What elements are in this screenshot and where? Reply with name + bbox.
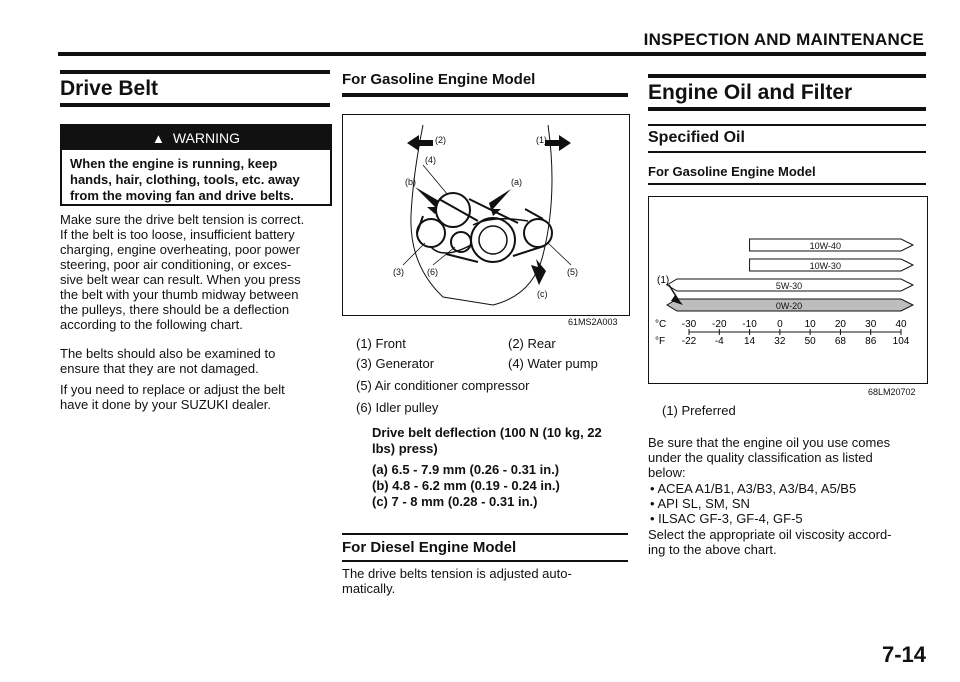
text-line: Make sure the drive belt tension is correct. xyxy=(60,212,305,227)
section-title-diesel: For Diesel Engine Model xyxy=(342,539,517,556)
viscosity-bar-label: 5W-30 xyxy=(775,281,803,291)
warning-header xyxy=(62,126,330,150)
deflection-value: (b) 4.8 - 6.2 mm (0.19 - 0.24 in.) xyxy=(372,478,560,493)
oil-spec-list xyxy=(650,481,926,526)
page-header-title: INSPECTION AND MAINTENANCE xyxy=(643,30,924,49)
drive-belt-paragraph-2 xyxy=(60,346,332,376)
diagram-label-4: (4) xyxy=(425,155,436,165)
text-line: If you need to replace or adjust the belt xyxy=(60,382,285,397)
diagram-label-b: (b) xyxy=(405,177,416,187)
celsius-tick-label: 40 xyxy=(895,319,907,330)
fahrenheit-tick-label: -22 xyxy=(681,336,697,347)
section-rule xyxy=(648,74,926,78)
viscosity-bar-label: 10W-40 xyxy=(809,241,841,251)
text-line: The drive belts tension is adjusted auto- xyxy=(342,566,572,581)
celsius-tick-label: -10 xyxy=(742,319,757,330)
deflection-value: (c) 7 - 8 mm (0.28 - 0.31 in.) xyxy=(372,494,538,509)
fahrenheit-tick-label: 68 xyxy=(834,336,846,347)
bullet-icon: • xyxy=(650,511,659,526)
page-number: 7-14 xyxy=(881,642,926,667)
deflection-arrow-a xyxy=(489,189,511,216)
pulley-crankshaft xyxy=(471,218,515,262)
text-line: the belt with your thumb midway between xyxy=(60,287,299,302)
section-title-gasoline: For Gasoline Engine Model xyxy=(342,71,536,88)
text-line: ensure that they are not damaged. xyxy=(60,361,259,376)
deflection-values xyxy=(372,462,632,510)
section-rule xyxy=(342,533,628,535)
section-rule xyxy=(342,93,628,97)
text-line: Drive belt deflection (100 N (10 kg, 22 xyxy=(372,425,602,440)
celsius-tick-label: 30 xyxy=(865,319,877,330)
fahrenheit-tick-label: 86 xyxy=(865,336,877,347)
drive-belt-paragraph-1 xyxy=(60,212,332,332)
text-line: If the belt is too loose, insufficient battery xyxy=(60,227,295,242)
preferred-marker-label: (1) xyxy=(657,275,670,286)
text-line: Be sure that the engine oil you use comes xyxy=(648,435,891,450)
diagram-label-a: (a) xyxy=(511,177,522,187)
text-line: ing to the above chart. xyxy=(648,542,777,557)
belt-diagram-drawing xyxy=(343,115,629,315)
oil-intro xyxy=(648,435,926,480)
warning-box xyxy=(60,124,332,206)
legend-rear: (2) Rear xyxy=(508,336,556,351)
text-line: according to the following chart. xyxy=(60,317,243,332)
section-rule-bottom xyxy=(60,103,330,107)
legend-generator: (3) Generator xyxy=(356,356,435,371)
section-rule xyxy=(648,183,926,185)
bullet-icon: • xyxy=(650,481,658,496)
bullet-icon: • xyxy=(650,496,658,511)
viscosity-bar-label: 10W-30 xyxy=(809,261,841,271)
text-line: have it done by your SUZUKI dealer. xyxy=(60,397,272,412)
diagram-label-2: (2) xyxy=(435,135,446,145)
section-rule xyxy=(342,560,628,562)
list-item-text: ILSAC GF-3, GF-4, GF-5 xyxy=(658,511,803,526)
section-rule xyxy=(648,107,926,111)
pulley-water-pump xyxy=(436,193,470,227)
diagram-label-5: (5) xyxy=(567,267,578,277)
section-rule xyxy=(648,151,926,153)
celsius-tick-label: -30 xyxy=(681,319,697,330)
warning-label: WARNING xyxy=(172,130,241,146)
diagram-label-1: (1) xyxy=(536,135,547,145)
front-arrow-icon xyxy=(407,135,433,151)
text-line: The belts should also be examined to xyxy=(60,346,276,361)
text-line: lbs) press) xyxy=(372,441,438,456)
oil-closing xyxy=(648,527,926,557)
deflection-value: (a) 6.5 - 7.9 mm (0.26 - 0.31 in.) xyxy=(372,462,560,477)
list-item xyxy=(650,496,926,511)
warning-line: hands, hair, clothing, tools, etc. away xyxy=(70,172,300,187)
deflection-title xyxy=(372,425,632,457)
diagram-label-3: (3) xyxy=(393,267,404,277)
celsius-tick-label: 20 xyxy=(834,319,846,330)
legend-front: (1) Front xyxy=(356,336,406,351)
warning-line: When the engine is running, keep xyxy=(70,156,278,171)
fahrenheit-tick-label: 14 xyxy=(744,336,756,347)
header-rule xyxy=(58,52,926,56)
fahrenheit-tick-label: 32 xyxy=(774,336,786,347)
preferred-note: (1) Preferred xyxy=(662,403,736,418)
celsius-tick-label: -20 xyxy=(712,319,727,330)
diagram-label-c: (c) xyxy=(537,289,548,299)
drive-belt-paragraph-3 xyxy=(60,382,332,412)
deflection-arrow-c xyxy=(531,259,546,285)
text-line: the pulleys, there should be a deflection xyxy=(60,302,290,317)
section-title-specified-oil: Specified Oil xyxy=(648,129,745,146)
celsius-axis-label: °C xyxy=(655,319,667,330)
text-line: Select the appropriate oil viscosity accord- xyxy=(648,527,892,542)
legend-idler: (6) Idler pulley xyxy=(356,400,439,415)
text-line: matically. xyxy=(342,581,396,596)
list-item-text: ACEA A1/B1, A3/B3, A3/B4, A5/B5 xyxy=(657,481,857,496)
celsius-tick-label: 0 xyxy=(777,319,783,330)
rear-arrow-icon xyxy=(545,135,571,151)
fahrenheit-tick-label: 104 xyxy=(892,336,910,347)
fahrenheit-tick-label: 50 xyxy=(804,336,816,347)
chart-code: 68LM20702 xyxy=(868,387,916,397)
section-rule-top xyxy=(60,70,330,74)
fahrenheit-axis-label: °F xyxy=(655,336,666,347)
section-rule xyxy=(648,124,926,126)
list-item xyxy=(650,511,926,526)
warning-line: from the moving fan and drive belts. xyxy=(70,188,294,203)
diesel-text xyxy=(342,566,628,596)
gas-oil-subtitle: For Gasoline Engine Model xyxy=(648,164,816,179)
legend-water-pump: (4) Water pump xyxy=(508,356,598,371)
celsius-tick-label: 10 xyxy=(804,319,816,330)
section-title-drive-belt: Drive Belt xyxy=(60,77,159,100)
section-title-engine-oil: Engine Oil and Filter xyxy=(648,81,853,104)
viscosity-bar-label: 0W-20 xyxy=(775,301,803,311)
diagram-figure-code: 61MS2A003 xyxy=(568,317,618,327)
text-line: under the quality classification as listed xyxy=(648,450,873,465)
oil-viscosity-chart-svg xyxy=(649,197,927,383)
fahrenheit-tick-label: -4 xyxy=(714,336,724,347)
legend-ac-compressor: (5) Air conditioner compressor xyxy=(356,378,530,393)
warning-triangle-icon: ▲ xyxy=(151,131,165,146)
list-item xyxy=(650,481,926,496)
warning-text xyxy=(70,156,324,204)
diagram-label-6: (6) xyxy=(427,267,438,277)
text-line: charging, engine overheating, poor power xyxy=(60,242,300,257)
oil-viscosity-chart xyxy=(648,196,928,384)
text-line: below: xyxy=(648,465,686,480)
list-item-text: API SL, SM, SN xyxy=(657,496,750,511)
belt-diagram xyxy=(342,114,630,316)
text-line: steering, poor air conditioning, or exces- xyxy=(60,257,292,272)
text-line: sive belt wear can result. When you press xyxy=(60,272,301,287)
deflection-arrow-b xyxy=(415,187,439,214)
